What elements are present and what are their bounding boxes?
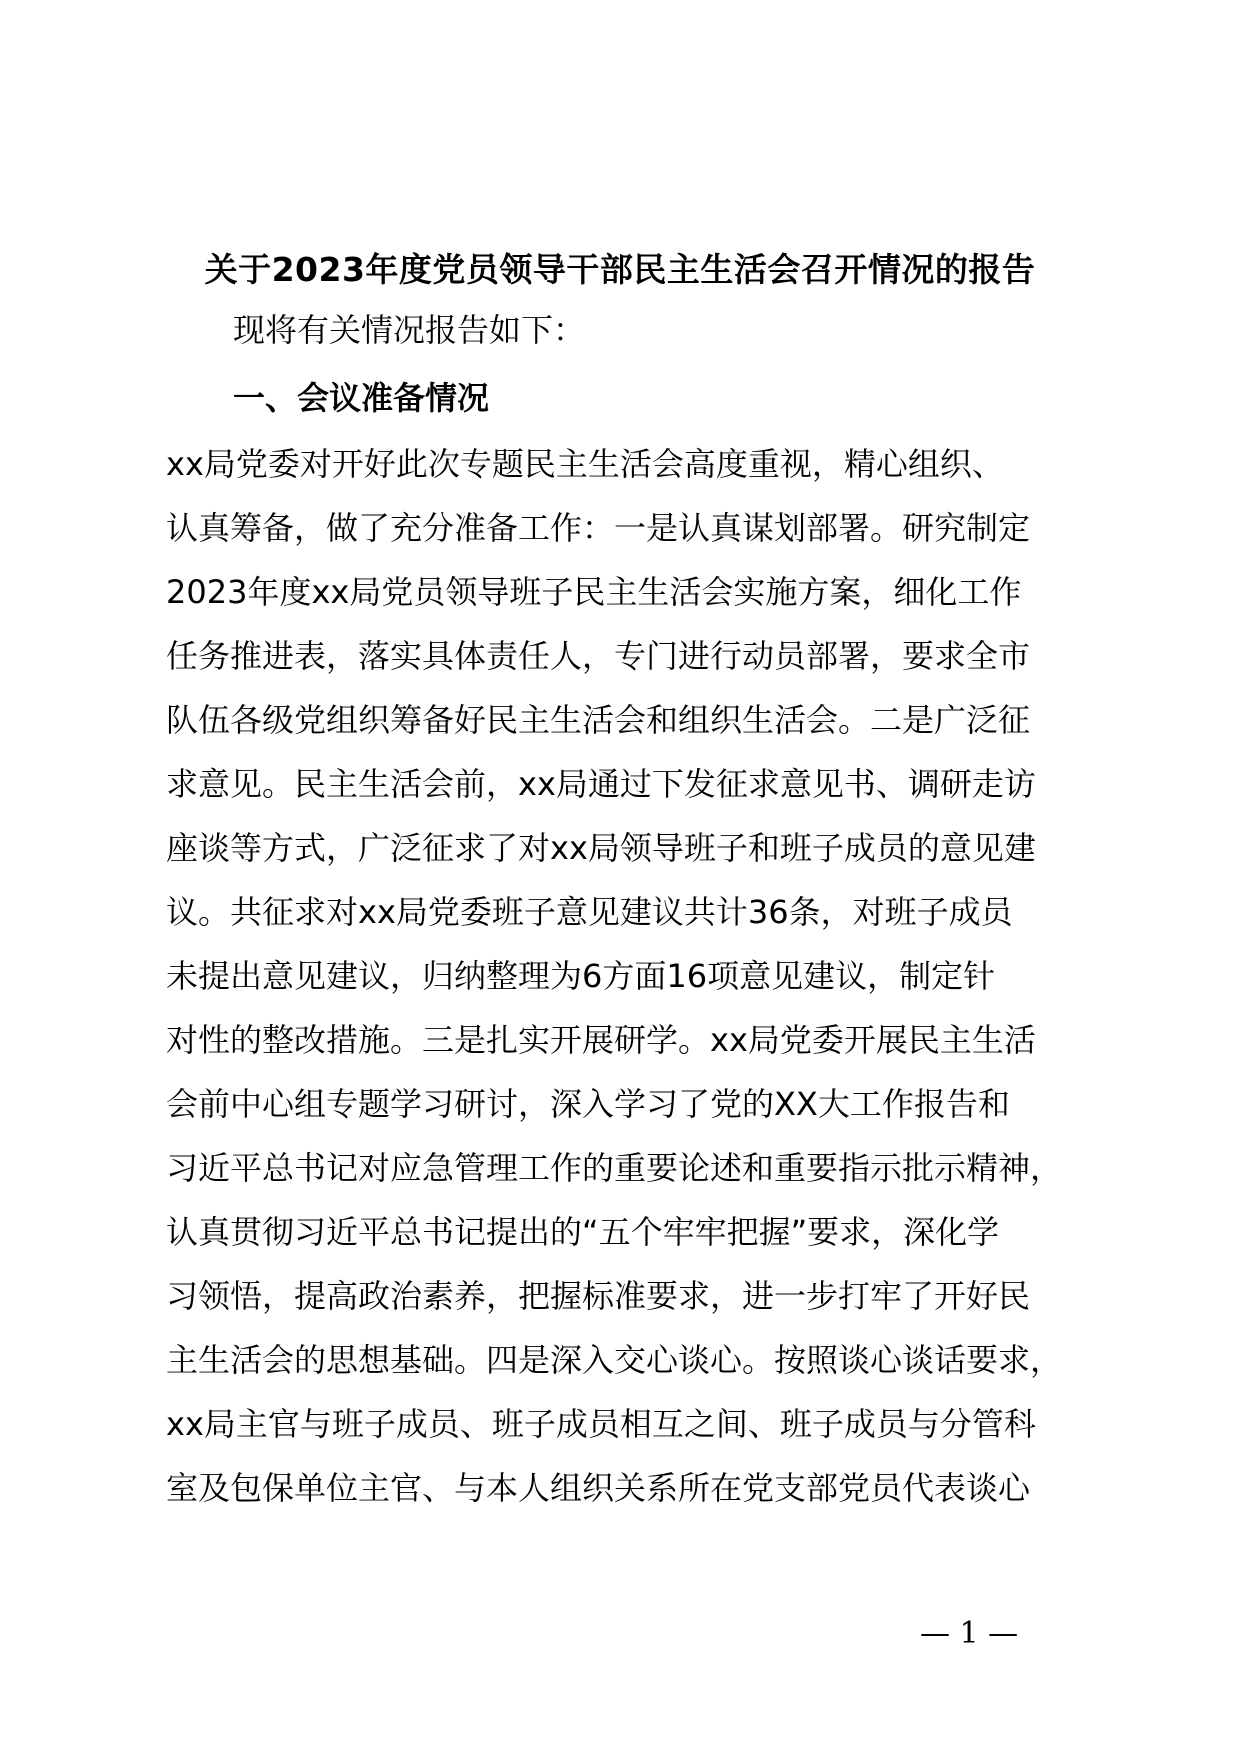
body-line: 任务推进表，落实具体责任人，专门进行动员部署，要求全市: [166, 637, 1031, 675]
section-heading: 一、会议准备情况: [233, 379, 490, 417]
intro-paragraph: 现将有关情况报告如下：: [233, 311, 586, 349]
body-line: xx局党委对开好此次专题民主生活会高度重视，精心组织、: [166, 445, 1004, 483]
body-line: 对性的整改措施。三是扎实开展研学。xx局党委开展民主生活: [166, 1021, 1036, 1059]
body-line: 2023年度xx局党员领导班子民主生活会实施方案，细化工作: [166, 573, 1022, 611]
body-line: 习领悟，提高政治素养，把握标准要求，进一步打牢了开好民: [166, 1277, 1031, 1315]
body-line: 求意见。民主生活会前，xx局通过下发征求意见书、调研走访: [166, 765, 1036, 803]
body-line: 会前中心组专题学习研讨，深入学习了党的XX大工作报告和: [166, 1085, 1010, 1123]
body-line: xx局主官与班子成员、班子成员相互之间、班子成员与分管科: [166, 1405, 1036, 1443]
body-line: 习近平总书记对应急管理工作的重要论述和重要指示批示精神，: [166, 1149, 1063, 1187]
body-line: 认真贯彻习近平总书记提出的“五个牢牢把握”要求，深化学: [166, 1213, 1000, 1251]
body-line: 队伍各级党组织筹备好民主生活会和组织生活会。二是广泛征: [166, 701, 1031, 739]
document-title: 关于2023年度党员领导干部民主生活会召开情况的报告: [204, 250, 1036, 289]
body-line: 议。共征求对xx局党委班子意见建议共计36条，对班子成员: [166, 893, 1013, 931]
page-number: — 1 —: [920, 1616, 1019, 1651]
body-line: 认真筹备，做了充分准备工作：一是认真谋划部署。研究制定: [166, 509, 1031, 547]
body-line: 主生活会的思想基础。四是深入交心谈心。按照谈心谈话要求，: [166, 1341, 1063, 1379]
body-line: 室及包保单位主官、与本人组织关系所在党支部党员代表谈心: [166, 1469, 1031, 1507]
body-line: 未提出意见建议，归纳整理为6方面16项意见建议，制定针: [166, 957, 996, 995]
body-line: 座谈等方式，广泛征求了对xx局领导班子和班子成员的意见建: [166, 829, 1036, 867]
